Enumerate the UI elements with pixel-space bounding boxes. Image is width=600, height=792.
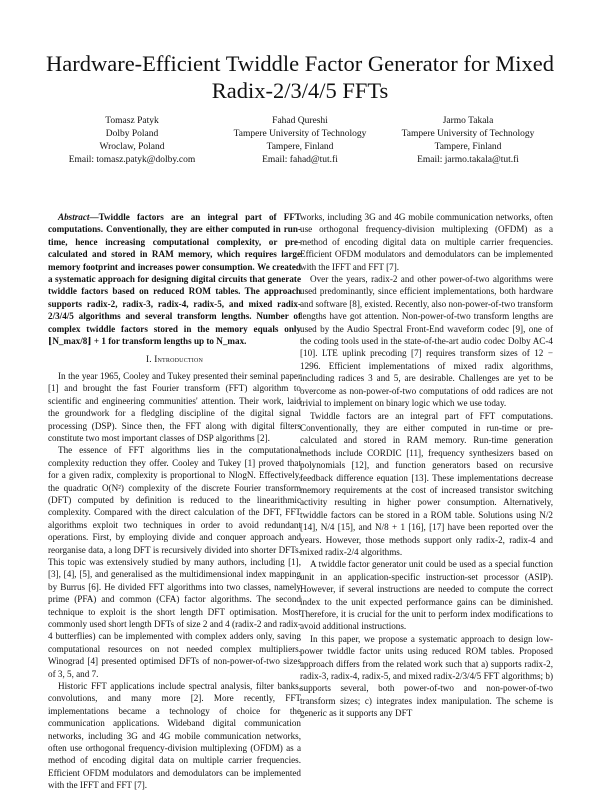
paragraph: The essence of FFT algorithms lies in the computational complexity reduction they offer. Cooley and Tukey [1] proved that for a given radix, complexity is proportional to NlogN. Effectively, the quadratic O(N²) complexity of the discrete Fourier transform (DFT) computed by definition is reduced to the linearithmic complexity. Compared with the direct calculation of the DFT, FFT algorithms exploit two techniques in order to avoid redundant operations. First, by employing divide and conquer approach and reorganise data, a long DFT is recursively divided into shorter DFTs. This topic was extensively studied by many authors, including [1], [3], [4], [5], and generalised as the multidimensional index mapping by Burrus [6]. He divided FFT algorithms into two classes, namely prime (PFA) and common (CFA) factor algorithms. The second technique to exploit is the short length DFT optimisation. Most commonly used short length DFTs of size 2 and 4 (radix-2 and radix-4 butterflies) can be implemented with complex adders only, saving computational resources on not needed complex multipliers. Winograd [4] presented optimised DFTs of non-power-of-two sizes of 3, 5, and 7. — [48, 445, 301, 679]
abstract — [48, 211, 301, 347]
author-1 — [48, 115, 216, 167]
author-3 — [384, 115, 552, 167]
author-name: Tomasz Patyk — [105, 116, 159, 126]
author-2 — [216, 115, 384, 167]
section-numeral: I. — [145, 354, 152, 365]
abstract-formula: ⌊N_max/8⌋ + 1 — [48, 336, 106, 347]
abstract-text: for transform lengths up to — [105, 336, 217, 347]
section-title: Introduction — [154, 354, 204, 365]
author-location: Tampere, Finland — [434, 142, 502, 152]
abstract-text: —Twiddle factors are an integral part of FFT computations. Conventionally, they are either computed in run-time, hence increasing computational complexity, or pre-calculated and stored in RAM memory, which requires large memory footprint and increases power consumption. We created a systematic approach for designing digital circuits that generate twiddle factors based on reduced ROM tables. The approach supports radix-2, radix-3, radix-4, radix-5, and mixed radix-2/3/4/5 algorithms and several transform lengths. Number of complex twiddle factors stored in the memory equals only — [48, 212, 301, 334]
paragraph: A twiddle factor generator unit could be used as a special function unit in an application-specific instruction-set processor (ASIP). However, if several instructions are needed to compute the correct index to the unit expected performance gains can be diminished. Therefore, it is crucial for the unit to perform index modifications to avoid additional instructions. — [300, 559, 553, 632]
paragraph: In this paper, we propose a systematic approach to design low-power twiddle factor units using reduced ROM tables. Proposed approach differs from the related work such that a) supports radix-2, radix-3, radix-4, radix-5, and mixed radix-2/3/4/5 FFT algorithms; b) supports several, both power-of-two and non-power-of-two transform sizes; c) integrates index manipulation. The scheme is generic as it supports any DFT — [300, 633, 553, 719]
author-affiliation: Tampere University of Technology — [401, 129, 535, 139]
author-affiliation: Tampere University of Technology — [233, 129, 367, 139]
left-column — [48, 211, 301, 791]
abstract-text: . — [244, 336, 247, 347]
paragraph: Over the years, radix-2 and other power-of-two algorithms were used predominantly, since efficient implementations, both hardware and software [8], existed. Recently, also non-power-of-two transform lengths have got attention. Non-power-of-two transform lengths are used by the Audio Spectral Front-End waveform codec [9], one of the coding tools used in the state-of-the-art audio codec Dolby AC-4 [10]. LTE uplink precoding [7] requires transform sizes of 12 − 1296. Efficient implementations of mixed radix algorithms, including radices 3 and 5, are desirable. Challenges are yet to be overcome as non-power-of-two computations of odd radices are not trivial to implement on binary logic which we use today. — [300, 274, 553, 409]
right-column — [300, 211, 553, 720]
author-affiliation: Dolby Poland — [105, 129, 159, 139]
paragraph: Twiddle factors are an integral part of FFT computations. Conventionally, they are either computed in run-time or pre-calculated and stored in RAM memory. Run-time generation methods include CORDIC [11], frequency synthesizers based on polynomials [12], and function generators based on recursive feedback difference equation [13]. These implementations decrease memory requirements at the cost of increased transistor switching activity resulting in higher power consumption. Alternatively, twiddle factors can be stored in a ROM table. Solutions using N/2 [14], N/4 [15], and N/8 + 1 [16], [17] have been reported over the years. However, those methods support only radix-2, radix-4 and mixed radix-2/4 algorithms. — [300, 410, 553, 557]
section-heading — [48, 353, 301, 365]
author-block — [48, 115, 552, 167]
paragraph: In the year 1965, Cooley and Tukey presented their seminal paper [1] and brought the fast Fourier transform (FFT) algorithm to scientific and engineering communities' attention. Their work, laid the groundwork for a fledgling discipline of the digital signal processing (DSP). Since then, the FFT along with digital filters constitute two most important classes of DSP algorithms [2]. — [48, 370, 301, 443]
author-location: Tampere, Finland — [266, 142, 334, 152]
paragraph-continuation: works, including 3G and 4G mobile communication networks, often use orthogonal frequency-division multiplexing (OFDM) as a method of encoding digital data on multiple carrier frequencies. Efficient OFDM modulators and demodulators can be implemented with the IFFT and FFT [7]. — [300, 212, 553, 272]
author-email: Email: jarmo.takala@tut.fi — [417, 155, 519, 165]
abstract-nmax: N_max — [216, 336, 245, 347]
author-name: Fahad Qureshi — [272, 116, 328, 126]
paper-title: Hardware-Efficient Twiddle Factor Generator for Mixed Radix-2/3/4/5 FFTs — [45, 51, 555, 103]
author-email: Email: fahad@tut.fi — [262, 155, 338, 165]
author-name: Jarmo Takala — [442, 116, 494, 126]
paragraph: Historic FFT applications include spectral analysis, filter banks, convolutions, and many more [2]. More recently, FFT implementations became a technology of choice for the communication applications. Wideband digital communication networks, including 3G and 4G mobile communication networks, often use orthogonal frequency-division multiplexing (OFDM) as a method of encoding digital data on multiple carrier frequencies. Efficient OFDM modulators and demodulators can be implemented with the IFFT and FFT [7]. — [48, 681, 301, 791]
author-email: Email: tomasz.patyk@dolby.com — [68, 155, 196, 165]
author-location: Wroclaw, Poland — [99, 142, 165, 152]
abstract-label: Abstract — [58, 212, 90, 222]
